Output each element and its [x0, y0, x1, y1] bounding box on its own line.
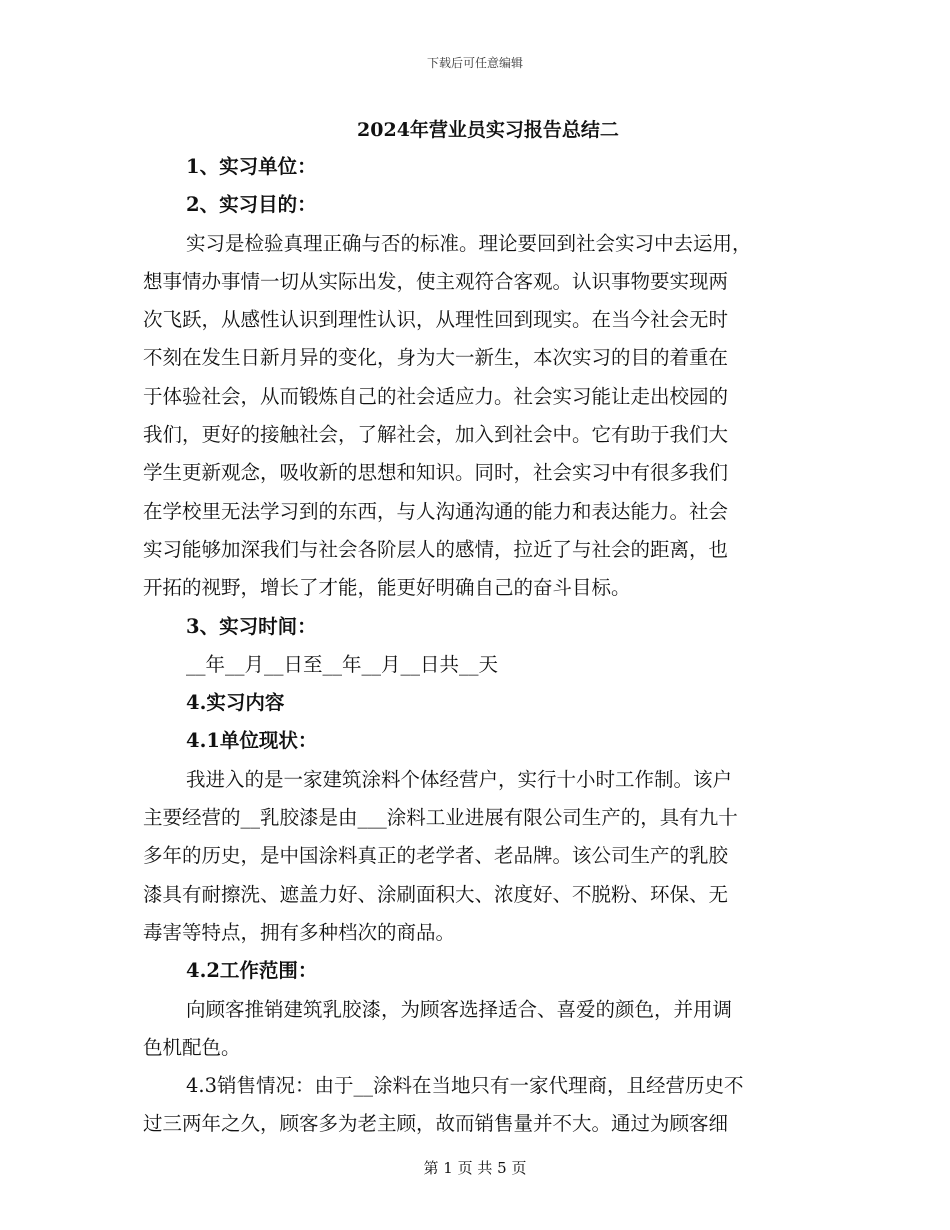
- section-heading: 4.2工作范围：: [186, 959, 318, 983]
- text-line: 主要经营的__乳胶漆是由___涂料工业进展有限公司生产的，具有九十: [143, 806, 738, 830]
- text-line: 想事情办事情一切从实际出发，使主观符合客观。认识事物要实现两: [143, 269, 729, 293]
- text-line: 毒害等特点，拥有多种档次的商品。: [143, 920, 456, 944]
- text-line: 实习能够加深我们与社会各阶层人的感情，拉近了与社会的距离，也: [143, 537, 729, 561]
- text-line: 学生更新观念，吸收新的思想和知识。同时，社会实习中有很多我们: [143, 461, 729, 485]
- section-heading: 1、实习单位：: [186, 155, 317, 178]
- text-line: 色机配色。: [143, 1035, 241, 1059]
- text-line: 漆具有耐擦洗、遮盖力好、涂刷面积大、浓度好、不脱粉、环保、无: [143, 882, 729, 906]
- text-line: 次飞跃，从感性认识到理性认识，从理性回到现实。在当今社会无时: [143, 308, 729, 332]
- text-line: 实习是检验真理正确与否的标准。理论要回到社会实习中去运用，: [186, 231, 752, 255]
- text-line: 4.3销售情况：由于__涂料在当地只有一家代理商，且经营历史不: [186, 1074, 744, 1098]
- section-heading: 4.1单位现状：: [186, 729, 318, 753]
- document-body: [143, 112, 803, 1144]
- page-header: 下载后可任意编辑: [426, 56, 523, 70]
- text-line: __年__月__日至__年__月__日共__天: [186, 652, 499, 676]
- page-footer: 第 1 页 共 5 页: [423, 1159, 527, 1177]
- text-line: 开拓的视野，增长了才能，能更好明确自己的奋斗目标。: [143, 576, 631, 600]
- section-heading: 3、实习时间：: [186, 614, 317, 638]
- section-heading: 2、实习目的：: [186, 193, 317, 217]
- document-title: 2024年营业员实习报告总结二: [357, 119, 619, 141]
- text-line: 不刻在发生日新月异的变化，身为大一新生，本次实习的目的着重在: [143, 346, 729, 370]
- text-line: 我们，更好的接触社会，了解社会，加入到社会中。它有助于我们大: [143, 423, 729, 447]
- text-line: 向顾客推销建筑乳胶漆，为顾客选择适合、喜爱的颜色，并用调: [186, 997, 733, 1021]
- document-lines: [143, 148, 803, 1144]
- text-line: 于体验社会，从而锻炼自己的社会适应力。社会实习能让走出校园的: [143, 384, 729, 408]
- section-heading: 4.实习内容: [186, 691, 285, 715]
- text-line: 过三两年之久，顾客多为老主顾，故而销售量并不大。通过为顾客细: [143, 1112, 729, 1136]
- text-line: 在学校里无法学习到的东西，与人沟通沟通的能力和表达能力。社会: [143, 499, 729, 523]
- text-line: 我进入的是一家建筑涂料个体经营户，实行十小时工作制。该户: [186, 767, 733, 791]
- text-line: 多年的历史，是中国涂料真正的老学者、老品牌。该公司生产的乳胶: [143, 844, 729, 868]
